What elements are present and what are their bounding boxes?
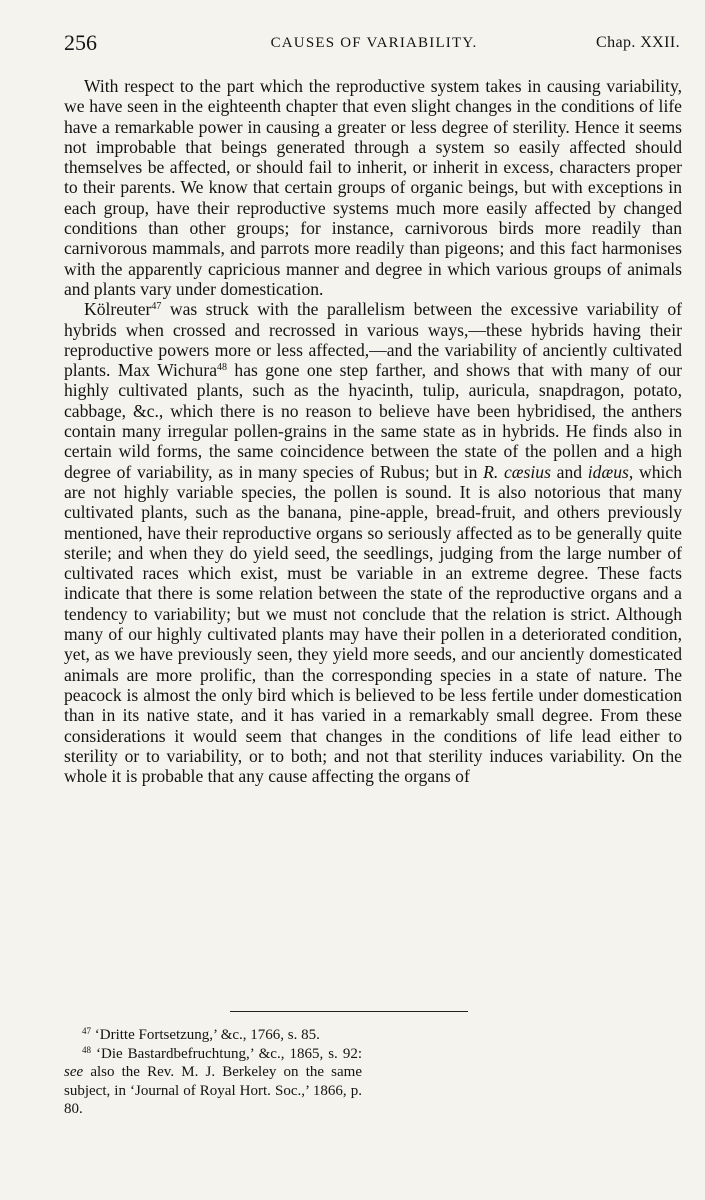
footnote-divider	[230, 1011, 468, 1012]
footnote-text: also the Rev. M. J. Berkeley on the same subject, in ‘Journal of Royal Hort. Soc.,’ 1866, p. 80.	[64, 1064, 362, 1117]
running-title: CAUSES OF VARIABILITY.	[270, 35, 478, 51]
footnote-number: 48	[82, 1044, 91, 1055]
paragraph-text: has gone one step farther, and shows that with many of our highly cultivated plants, such as the hyacinth, tulip, auricula, snapdragon, potato, cabbage, &c., which there is no reason to believe have been hybridised, the anthers contain many irregular pollen-grains in the same state as in hybrids. He finds also in certain wild forms, the same coincidence between the state of the pollen and a high degree of variability, as in many species of Rubus; but in	[64, 360, 682, 482]
paragraph-text: , which are not highly variable species, the pollen is sound. It is also notorious that many cultivated plants, such as the banana, pine-apple, bread-fruit, and others previously mentioned, have their reproductive organs so seriously affected as to be generally quite sterile; and when they do yield seed, the seedlings, judging from the large number of cultivated races which exist, must be variable in an extreme degree. These facts indicate that there is some relation between the state of the reproductive organs and a tendency to variability; but we must not conclude that the relation is strict. Although many of our highly cultivated plants may have their pollen in a deteriorated condition, yet, as we have previously seen, they yield more seeds, and our anciently domesticated animals are more prolific, than the corresponding species in a state of nature. The peacock is almost the only bird which is believed to be less fertile under domestication than in its native state, and it has varied in a remarkably small degree. From these considerations it would seem that changes in the conditions of life lead either to sterility or to variability, or to both; and not that sterility induces variability. On the whole it is probable that any cause affecting the organs of	[64, 461, 683, 787]
page-number: 256	[64, 30, 97, 55]
footnote-ref-48: 48	[217, 362, 228, 374]
paragraph-2	[64, 299, 682, 786]
paragraph-text: With respect to the part which the reproductive system takes in causing variability, we have seen in the eighteenth chapter that even slight changes in the conditions of life have a remarkable power in causing a greater or less degree of sterility. Hence it seems not improbable that beings generated through a system so easily affected should themselves be affected, or should fail to inherit, or inherit in excess, characters proper to their parents. We know that certain groups of organic beings, but with exceptions in each group, have their reproductive systems much more easily affected by changed conditions than other groups; for instance, carnivorous birds more readily than carnivorous mammals, and parrots more readily than pigeons; and this fact harmonises with the apparently capricious manner and degree in which various groups of animals and plants vary under domestication.	[64, 76, 682, 299]
paragraph-text: was struck with the parallelism between the excessive variability of hybrids when crossed and recrossed in various ways,—these hybrids having their reproductive powers more or less affected,—and the variability of anciently cultivated plants. Max Wichura	[64, 299, 682, 381]
footnote-47	[64, 1026, 362, 1045]
body-text	[64, 76, 682, 786]
footnote-italic: see	[64, 1064, 84, 1080]
chapter-label: Chap. XXII.	[596, 34, 680, 51]
footnote-number: 47	[82, 1026, 91, 1036]
paragraph-text: Kölreuter	[84, 299, 152, 320]
footnote-column-left	[64, 1026, 362, 1119]
page-header	[64, 30, 684, 60]
paragraph-1	[64, 76, 682, 299]
footnote-ref-47: 47	[151, 301, 162, 313]
species-name: R. cæsius	[483, 461, 551, 482]
footnote-text: ‘Dritte Fortsetzung,’ &c., 1766, s. 85.	[91, 1027, 320, 1043]
footnote-48	[64, 1045, 362, 1119]
species-name: idæus	[587, 461, 629, 482]
footnote-text: ‘Die Bastardbefruchtung,’ &c., 1865, s. 92:	[91, 1045, 362, 1062]
paragraph-text: and	[550, 461, 588, 482]
